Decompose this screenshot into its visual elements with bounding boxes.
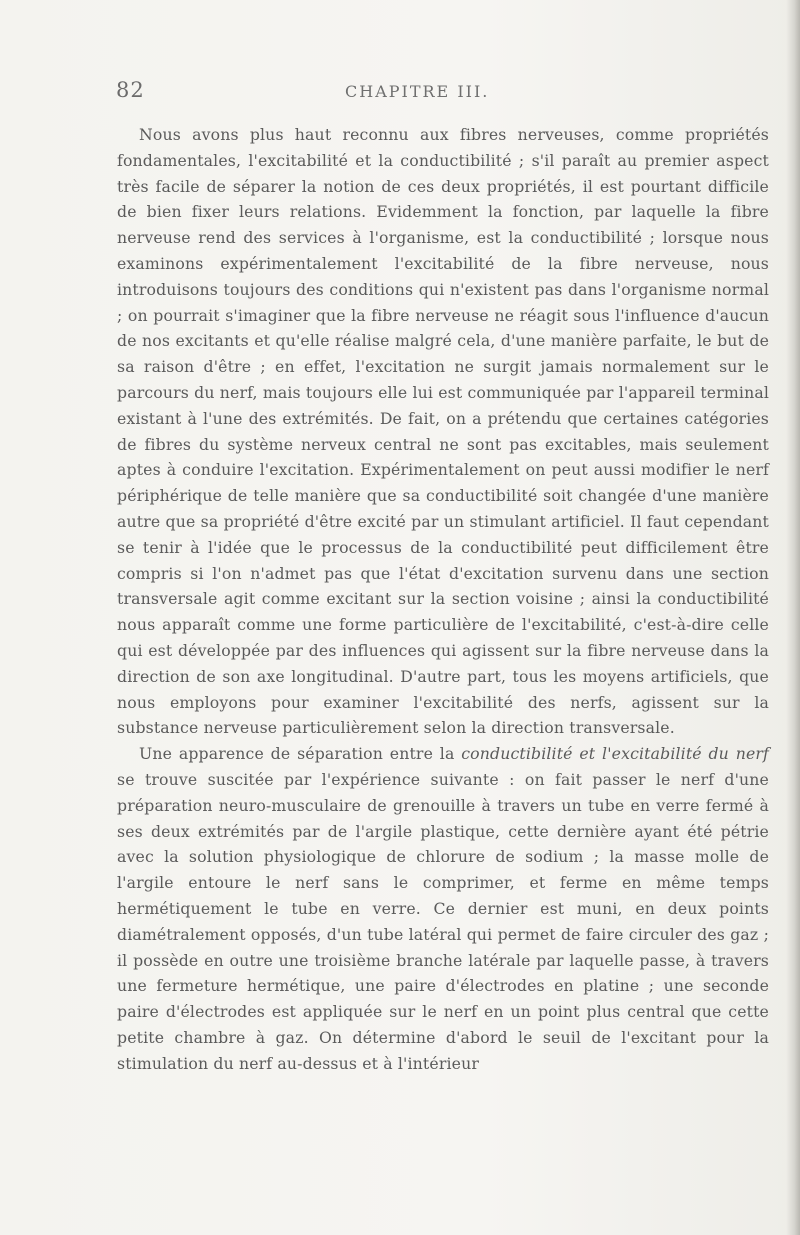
page-edge-shadow [786,0,800,1235]
paragraph-2-before: Une apparence de séparation entre la [139,744,462,764]
running-head: CHAPITRE III. [345,82,490,101]
page-number: 82 [116,78,145,102]
paragraph-2-after: se trouve suscitée par l'expérience suivante : on fait passer le nerf d'une préparation neuro-musculaire de grenouille à travers un tube en verre fermé à ses deux extrémités par de l'argile plastique, cette dernière ayant été pétrie avec la solution physiologique de chlorure de sodium ; la masse molle de l'argile entoure le nerf sans le comprimer, et ferme en même temps hermétiquement le tube en verre. Ce dernier est muni, en deux points diamétralement opposés, d'un tube latéral qui permet de faire circuler des gaz ; il possède en outre une troisième branche latérale par laquelle passe, à travers une fermeture hermétique, une paire d'électrodes en platine ; une seconde paire d'électrodes est appliquée sur le nerf en un point plus central que cette petite chambre à gaz. On détermine d'abord le seuil de l'excitant pour la stimulation du nerf au-dessus et à l'intérieur [117,769,769,1073]
body-text [117,122,769,1076]
page-header [0,78,800,108]
paragraph-2 [117,741,769,1076]
paragraph-2-emphasis: conductibilité et l'excitabilité du nerf [461,744,769,764]
paragraph-1: Nous avons plus haut reconnu aux fibres nerveuses, comme propriétés fondamentales, l'excitabilité et la conductibilité ; s'il paraît au premier aspect très facile de séparer la notion de ces deux propriétés, il est pourtant difficile de bien fixer leurs relations. Evidemment la fonction, par laquelle la fibre nerveuse rend des services à l'organisme, est la conductibilité ; lorsque nous examinons expérimentalement l'excitabilité de la fibre nerveuse, nous introduisons toujours des conditions qui n'existent pas dans l'organisme normal ; on pourrait s'imaginer que la fibre nerveuse ne réagit sous l'influence d'aucun de nos excitants et qu'elle réalise malgré cela, d'une manière parfaite, le but de sa raison d'être ; en effet, l'excitation ne surgit jamais normalement sur le parcours du nerf, mais toujours elle lui est communiquée par l'appareil terminal existant à l'une des extrémités. De fait, on a prétendu que certaines catégories de fibres du système nerveux central ne sont pas excitables, mais seulement aptes à conduire l'excitation. Expérimentalement on peut aussi modifier le nerf périphérique de telle manière que sa conductibilité soit changée d'une manière autre que sa propriété d'être excité par un stimulant artificiel. Il faut cependant se tenir à l'idée que le processus de la conductibilité peut difficilement être compris si l'on n'admet pas que l'état d'excitation survenu dans une section transversale agit comme excitant sur la section voisine ; ainsi la conductibilité nous apparaît comme une forme particulière de l'excitabilité, c'est-à-dire celle qui est développée par des influences qui agissent sur la fibre nerveuse dans la direction de son axe longitudinal. D'autre part, tous les moyens artificiels, que nous employons pour examiner l'excitabilité des nerfs, agissent sur la substance nerveuse particulièrement selon la direction transversale. [117,125,769,738]
